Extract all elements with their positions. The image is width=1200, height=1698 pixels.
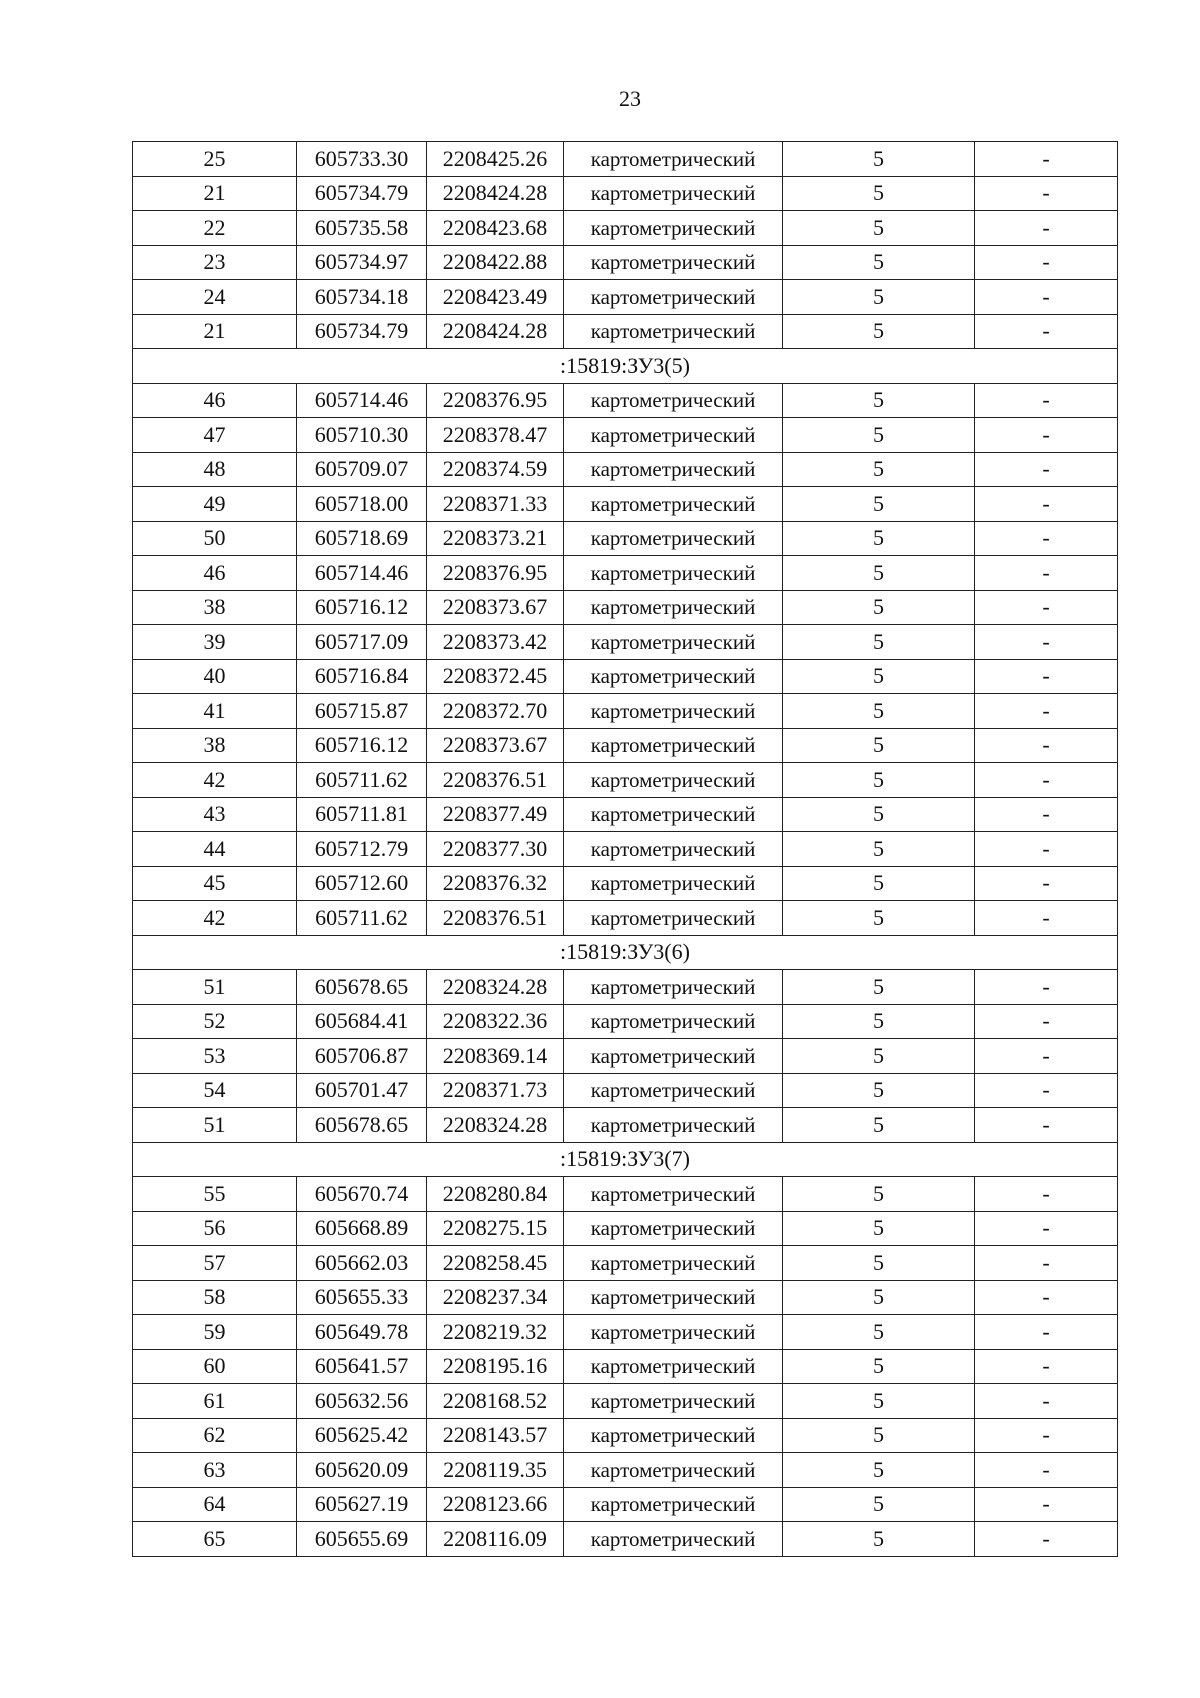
accuracy-cell: 5 (783, 314, 975, 349)
note-cell: - (975, 1349, 1118, 1384)
coordinates-table-body (133, 142, 1118, 1557)
section-label: :15819:ЗУ3(7) (133, 1142, 1118, 1177)
point-number-cell: 40 (133, 659, 297, 694)
table-row (133, 694, 1118, 729)
point-number-cell: 22 (133, 211, 297, 246)
x-coordinate-cell: 605714.46 (297, 556, 427, 591)
y-coordinate-cell: 2208143.57 (427, 1418, 564, 1453)
accuracy-cell: 5 (783, 694, 975, 729)
table-row (133, 1315, 1118, 1350)
point-number-cell: 44 (133, 832, 297, 867)
point-number-cell: 46 (133, 556, 297, 591)
point-number-cell: 45 (133, 866, 297, 901)
accuracy-cell: 5 (783, 970, 975, 1005)
y-coordinate-cell: 2208376.51 (427, 763, 564, 798)
note-cell: - (975, 1039, 1118, 1074)
y-coordinate-cell: 2208219.32 (427, 1315, 564, 1350)
point-number-cell: 54 (133, 1073, 297, 1108)
accuracy-cell: 5 (783, 1522, 975, 1557)
note-cell: - (975, 659, 1118, 694)
table-row (133, 1211, 1118, 1246)
x-coordinate-cell: 605717.09 (297, 625, 427, 660)
x-coordinate-cell: 605649.78 (297, 1315, 427, 1350)
accuracy-cell: 5 (783, 590, 975, 625)
method-cell: картометрический (564, 1108, 783, 1143)
y-coordinate-cell: 2208423.68 (427, 211, 564, 246)
note-cell: - (975, 487, 1118, 522)
table-row (133, 832, 1118, 867)
method-cell: картометрический (564, 694, 783, 729)
table-row (133, 211, 1118, 246)
note-cell: - (975, 1522, 1118, 1557)
y-coordinate-cell: 2208424.28 (427, 176, 564, 211)
y-coordinate-cell: 2208324.28 (427, 970, 564, 1005)
point-number-cell: 61 (133, 1384, 297, 1419)
accuracy-cell: 5 (783, 521, 975, 556)
accuracy-cell: 5 (783, 1280, 975, 1315)
accuracy-cell: 5 (783, 832, 975, 867)
method-cell: картометрический (564, 1211, 783, 1246)
note-cell: - (975, 797, 1118, 832)
method-cell: картометрический (564, 1280, 783, 1315)
method-cell: картометрический (564, 901, 783, 936)
section-label: :15819:ЗУ3(6) (133, 935, 1118, 970)
x-coordinate-cell: 605733.30 (297, 142, 427, 177)
x-coordinate-cell: 605716.12 (297, 728, 427, 763)
table-row (133, 1487, 1118, 1522)
accuracy-cell: 5 (783, 866, 975, 901)
y-coordinate-cell: 2208372.45 (427, 659, 564, 694)
table-row (133, 1522, 1118, 1557)
method-cell: картометрический (564, 1453, 783, 1488)
accuracy-cell: 5 (783, 1004, 975, 1039)
table-row (133, 866, 1118, 901)
table-row (133, 176, 1118, 211)
note-cell: - (975, 211, 1118, 246)
accuracy-cell: 5 (783, 556, 975, 591)
x-coordinate-cell: 605716.84 (297, 659, 427, 694)
method-cell: картометрический (564, 487, 783, 522)
method-cell: картометрический (564, 1418, 783, 1453)
method-cell: картометрический (564, 797, 783, 832)
note-cell: - (975, 521, 1118, 556)
accuracy-cell: 5 (783, 1108, 975, 1143)
x-coordinate-cell: 605620.09 (297, 1453, 427, 1488)
note-cell: - (975, 1177, 1118, 1212)
y-coordinate-cell: 2208425.26 (427, 142, 564, 177)
y-coordinate-cell: 2208376.51 (427, 901, 564, 936)
note-cell: - (975, 142, 1118, 177)
note-cell: - (975, 1384, 1118, 1419)
x-coordinate-cell: 605715.87 (297, 694, 427, 729)
accuracy-cell: 5 (783, 1418, 975, 1453)
point-number-cell: 64 (133, 1487, 297, 1522)
note-cell: - (975, 763, 1118, 798)
method-cell: картометрический (564, 866, 783, 901)
point-number-cell: 56 (133, 1211, 297, 1246)
x-coordinate-cell: 605712.79 (297, 832, 427, 867)
y-coordinate-cell: 2208378.47 (427, 418, 564, 453)
accuracy-cell: 5 (783, 1211, 975, 1246)
table-row (133, 1349, 1118, 1384)
x-coordinate-cell: 605734.18 (297, 280, 427, 315)
table-row (133, 1280, 1118, 1315)
method-cell: картометрический (564, 1177, 783, 1212)
method-cell: картометрический (564, 1487, 783, 1522)
y-coordinate-cell: 2208123.66 (427, 1487, 564, 1522)
table-row (133, 625, 1118, 660)
method-cell: картометрический (564, 280, 783, 315)
x-coordinate-cell: 605678.65 (297, 970, 427, 1005)
point-number-cell: 46 (133, 383, 297, 418)
point-number-cell: 50 (133, 521, 297, 556)
note-cell: - (975, 728, 1118, 763)
note-cell: - (975, 1246, 1118, 1281)
x-coordinate-cell: 605718.69 (297, 521, 427, 556)
x-coordinate-cell: 605625.42 (297, 1418, 427, 1453)
y-coordinate-cell: 2208324.28 (427, 1108, 564, 1143)
y-coordinate-cell: 2208377.49 (427, 797, 564, 832)
page-number: 23 (619, 86, 641, 111)
table-row (133, 659, 1118, 694)
note-cell: - (975, 901, 1118, 936)
method-cell: картометрический (564, 142, 783, 177)
x-coordinate-cell: 605718.00 (297, 487, 427, 522)
x-coordinate-cell: 605706.87 (297, 1039, 427, 1074)
note-cell: - (975, 625, 1118, 660)
table-row (133, 452, 1118, 487)
x-coordinate-cell: 605662.03 (297, 1246, 427, 1281)
note-cell: - (975, 1418, 1118, 1453)
y-coordinate-cell: 2208422.88 (427, 245, 564, 280)
y-coordinate-cell: 2208374.59 (427, 452, 564, 487)
point-number-cell: 60 (133, 1349, 297, 1384)
note-cell: - (975, 314, 1118, 349)
accuracy-cell: 5 (783, 211, 975, 246)
point-number-cell: 59 (133, 1315, 297, 1350)
accuracy-cell: 5 (783, 487, 975, 522)
note-cell: - (975, 1004, 1118, 1039)
y-coordinate-cell: 2208373.67 (427, 728, 564, 763)
table-row (133, 1108, 1118, 1143)
y-coordinate-cell: 2208371.33 (427, 487, 564, 522)
note-cell: - (975, 1211, 1118, 1246)
method-cell: картометрический (564, 1004, 783, 1039)
note-cell: - (975, 418, 1118, 453)
point-number-cell: 43 (133, 797, 297, 832)
accuracy-cell: 5 (783, 280, 975, 315)
accuracy-cell: 5 (783, 1039, 975, 1074)
y-coordinate-cell: 2208280.84 (427, 1177, 564, 1212)
note-cell: - (975, 832, 1118, 867)
section-header-row (133, 935, 1118, 970)
y-coordinate-cell: 2208168.52 (427, 1384, 564, 1419)
coordinates-table (132, 141, 1118, 1557)
note-cell: - (975, 452, 1118, 487)
point-number-cell: 57 (133, 1246, 297, 1281)
note-cell: - (975, 694, 1118, 729)
y-coordinate-cell: 2208371.73 (427, 1073, 564, 1108)
method-cell: картометрический (564, 1384, 783, 1419)
table-row (133, 383, 1118, 418)
accuracy-cell: 5 (783, 728, 975, 763)
y-coordinate-cell: 2208369.14 (427, 1039, 564, 1074)
y-coordinate-cell: 2208373.67 (427, 590, 564, 625)
method-cell: картометрический (564, 1039, 783, 1074)
method-cell: картометрический (564, 970, 783, 1005)
y-coordinate-cell: 2208373.42 (427, 625, 564, 660)
y-coordinate-cell: 2208116.09 (427, 1522, 564, 1557)
point-number-cell: 21 (133, 176, 297, 211)
method-cell: картометрический (564, 1315, 783, 1350)
method-cell: картометрический (564, 452, 783, 487)
x-coordinate-cell: 605632.56 (297, 1384, 427, 1419)
note-cell: - (975, 1108, 1118, 1143)
accuracy-cell: 5 (783, 452, 975, 487)
point-number-cell: 39 (133, 625, 297, 660)
y-coordinate-cell: 2208372.70 (427, 694, 564, 729)
accuracy-cell: 5 (783, 1315, 975, 1350)
accuracy-cell: 5 (783, 797, 975, 832)
note-cell: - (975, 970, 1118, 1005)
method-cell: картометрический (564, 211, 783, 246)
point-number-cell: 23 (133, 245, 297, 280)
method-cell: картометрический (564, 1246, 783, 1281)
table-row (133, 970, 1118, 1005)
y-coordinate-cell: 2208275.15 (427, 1211, 564, 1246)
x-coordinate-cell: 605710.30 (297, 418, 427, 453)
method-cell: картометрический (564, 383, 783, 418)
y-coordinate-cell: 2208258.45 (427, 1246, 564, 1281)
method-cell: картометрический (564, 418, 783, 453)
table-row (133, 556, 1118, 591)
method-cell: картометрический (564, 176, 783, 211)
accuracy-cell: 5 (783, 1384, 975, 1419)
accuracy-cell: 5 (783, 142, 975, 177)
section-header-row (133, 349, 1118, 384)
y-coordinate-cell: 2208376.95 (427, 556, 564, 591)
y-coordinate-cell: 2208423.49 (427, 280, 564, 315)
method-cell: картометрический (564, 556, 783, 591)
x-coordinate-cell: 605714.46 (297, 383, 427, 418)
table-row (133, 1418, 1118, 1453)
x-coordinate-cell: 605735.58 (297, 211, 427, 246)
table-row (133, 521, 1118, 556)
table-row (133, 763, 1118, 798)
method-cell: картометрический (564, 590, 783, 625)
table-row (133, 797, 1118, 832)
x-coordinate-cell: 605734.79 (297, 314, 427, 349)
point-number-cell: 38 (133, 590, 297, 625)
x-coordinate-cell: 605668.89 (297, 1211, 427, 1246)
method-cell: картометрический (564, 1073, 783, 1108)
point-number-cell: 49 (133, 487, 297, 522)
note-cell: - (975, 1073, 1118, 1108)
x-coordinate-cell: 605711.81 (297, 797, 427, 832)
accuracy-cell: 5 (783, 1487, 975, 1522)
table-row (133, 1073, 1118, 1108)
accuracy-cell: 5 (783, 1453, 975, 1488)
accuracy-cell: 5 (783, 1246, 975, 1281)
accuracy-cell: 5 (783, 383, 975, 418)
table-row (133, 728, 1118, 763)
point-number-cell: 42 (133, 901, 297, 936)
x-coordinate-cell: 605627.19 (297, 1487, 427, 1522)
x-coordinate-cell: 605670.74 (297, 1177, 427, 1212)
method-cell: картометрический (564, 763, 783, 798)
method-cell: картометрический (564, 314, 783, 349)
note-cell: - (975, 280, 1118, 315)
y-coordinate-cell: 2208119.35 (427, 1453, 564, 1488)
point-number-cell: 62 (133, 1418, 297, 1453)
method-cell: картометрический (564, 1349, 783, 1384)
y-coordinate-cell: 2208376.95 (427, 383, 564, 418)
point-number-cell: 55 (133, 1177, 297, 1212)
table-row (133, 1004, 1118, 1039)
point-number-cell: 21 (133, 314, 297, 349)
y-coordinate-cell: 2208322.36 (427, 1004, 564, 1039)
note-cell: - (975, 1453, 1118, 1488)
note-cell: - (975, 590, 1118, 625)
accuracy-cell: 5 (783, 1349, 975, 1384)
method-cell: картометрический (564, 659, 783, 694)
point-number-cell: 52 (133, 1004, 297, 1039)
note-cell: - (975, 1487, 1118, 1522)
method-cell: картометрический (564, 728, 783, 763)
y-coordinate-cell: 2208424.28 (427, 314, 564, 349)
note-cell: - (975, 556, 1118, 591)
method-cell: картометрический (564, 832, 783, 867)
point-number-cell: 47 (133, 418, 297, 453)
y-coordinate-cell: 2208377.30 (427, 832, 564, 867)
note-cell: - (975, 866, 1118, 901)
x-coordinate-cell: 605711.62 (297, 763, 427, 798)
point-number-cell: 25 (133, 142, 297, 177)
x-coordinate-cell: 605711.62 (297, 901, 427, 936)
method-cell: картометрический (564, 521, 783, 556)
point-number-cell: 65 (133, 1522, 297, 1557)
table-row (133, 1384, 1118, 1419)
accuracy-cell: 5 (783, 418, 975, 453)
x-coordinate-cell: 605655.69 (297, 1522, 427, 1557)
point-number-cell: 51 (133, 1108, 297, 1143)
x-coordinate-cell: 605641.57 (297, 1349, 427, 1384)
accuracy-cell: 5 (783, 659, 975, 694)
point-number-cell: 24 (133, 280, 297, 315)
note-cell: - (975, 383, 1118, 418)
section-label: :15819:ЗУ3(5) (133, 349, 1118, 384)
method-cell: картометрический (564, 625, 783, 660)
accuracy-cell: 5 (783, 1073, 975, 1108)
table-row (133, 1039, 1118, 1074)
point-number-cell: 58 (133, 1280, 297, 1315)
accuracy-cell: 5 (783, 901, 975, 936)
note-cell: - (975, 245, 1118, 280)
x-coordinate-cell: 605734.79 (297, 176, 427, 211)
x-coordinate-cell: 605709.07 (297, 452, 427, 487)
table-row (133, 1177, 1118, 1212)
x-coordinate-cell: 605655.33 (297, 1280, 427, 1315)
accuracy-cell: 5 (783, 625, 975, 660)
point-number-cell: 42 (133, 763, 297, 798)
accuracy-cell: 5 (783, 1177, 975, 1212)
y-coordinate-cell: 2208373.21 (427, 521, 564, 556)
table-row (133, 590, 1118, 625)
table-row (133, 901, 1118, 936)
x-coordinate-cell: 605678.65 (297, 1108, 427, 1143)
point-number-cell: 51 (133, 970, 297, 1005)
point-number-cell: 38 (133, 728, 297, 763)
x-coordinate-cell: 605716.12 (297, 590, 427, 625)
point-number-cell: 63 (133, 1453, 297, 1488)
table-row (133, 245, 1118, 280)
x-coordinate-cell: 605734.97 (297, 245, 427, 280)
table-row (133, 1453, 1118, 1488)
accuracy-cell: 5 (783, 176, 975, 211)
y-coordinate-cell: 2208195.16 (427, 1349, 564, 1384)
note-cell: - (975, 1280, 1118, 1315)
point-number-cell: 48 (133, 452, 297, 487)
x-coordinate-cell: 605684.41 (297, 1004, 427, 1039)
point-number-cell: 53 (133, 1039, 297, 1074)
note-cell: - (975, 176, 1118, 211)
table-row (133, 142, 1118, 177)
table-row (133, 487, 1118, 522)
note-cell: - (975, 1315, 1118, 1350)
section-header-row (133, 1142, 1118, 1177)
y-coordinate-cell: 2208237.34 (427, 1280, 564, 1315)
table-row (133, 1246, 1118, 1281)
table-row (133, 418, 1118, 453)
x-coordinate-cell: 605712.60 (297, 866, 427, 901)
point-number-cell: 41 (133, 694, 297, 729)
method-cell: картометрический (564, 1522, 783, 1557)
method-cell: картометрический (564, 245, 783, 280)
accuracy-cell: 5 (783, 245, 975, 280)
accuracy-cell: 5 (783, 763, 975, 798)
table-row (133, 314, 1118, 349)
table-row (133, 280, 1118, 315)
x-coordinate-cell: 605701.47 (297, 1073, 427, 1108)
y-coordinate-cell: 2208376.32 (427, 866, 564, 901)
